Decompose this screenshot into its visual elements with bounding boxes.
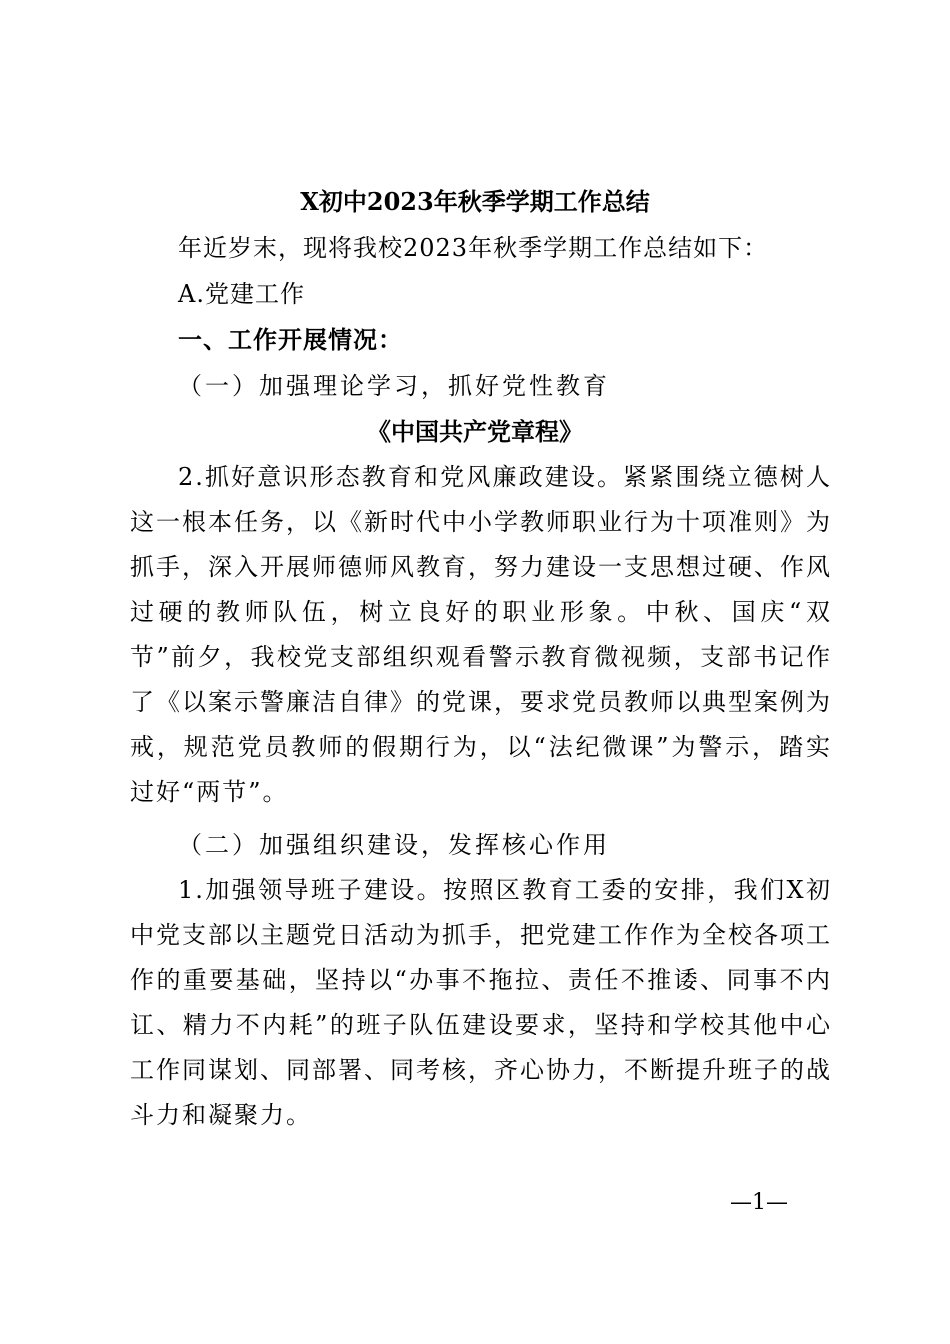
centered-bold-title: 《中国共产党章程》 <box>367 417 583 446</box>
subheading-1: （一）加强理论学习，抓好党性教育 <box>178 372 610 400</box>
paragraph-2: 1.加强领导班子建设。按照区教育工委的安排，我们X初中党支部以主题党日活动为抓手，把党建工作作为全校各项工作的重要基础，坚持以“办事不拖拉、责任不推诿、同事不内讧、精力不内耗”的班子队伍建设要求，坚持和学校其他中心工作同谋划、同部署、同考核，齐心协力，不断提升班子的战斗力和凝聚力。 <box>130 876 832 1129</box>
subheading-2: （二）加强组织建设，发挥核心作用 <box>178 831 610 859</box>
section-heading-1: 一、工作开展情况： <box>178 326 403 354</box>
intro-line: 年近岁末，现将我校2023年秋季学期工作总结如下： <box>178 234 769 262</box>
section-a-label: A.党建工作 <box>178 280 305 308</box>
page-number: —1— <box>730 1190 788 1215</box>
document-title: X初中2023年秋季学期工作总结 <box>300 187 650 216</box>
paragraph-1: 2.抓好意识形态教育和党风廉政建设。紧紧围绕立德树人这一根本任务，以《新时代中小学教师职业行为十项准则》为抓手，深入开展师德师风教育，努力建设一支思想过硬、作风过硬的教师队伍，树立良好的职业形象。中秋、国庆“双节”前夕，我校党支部组织观看警示教育微视频，支部书记作了《以案示警廉洁自律》的党课，要求党员教师以典型案例为戒，规范党员教师的假期行为，以“法纪微课”为警示，踏实过好“两节”。 <box>130 463 832 806</box>
